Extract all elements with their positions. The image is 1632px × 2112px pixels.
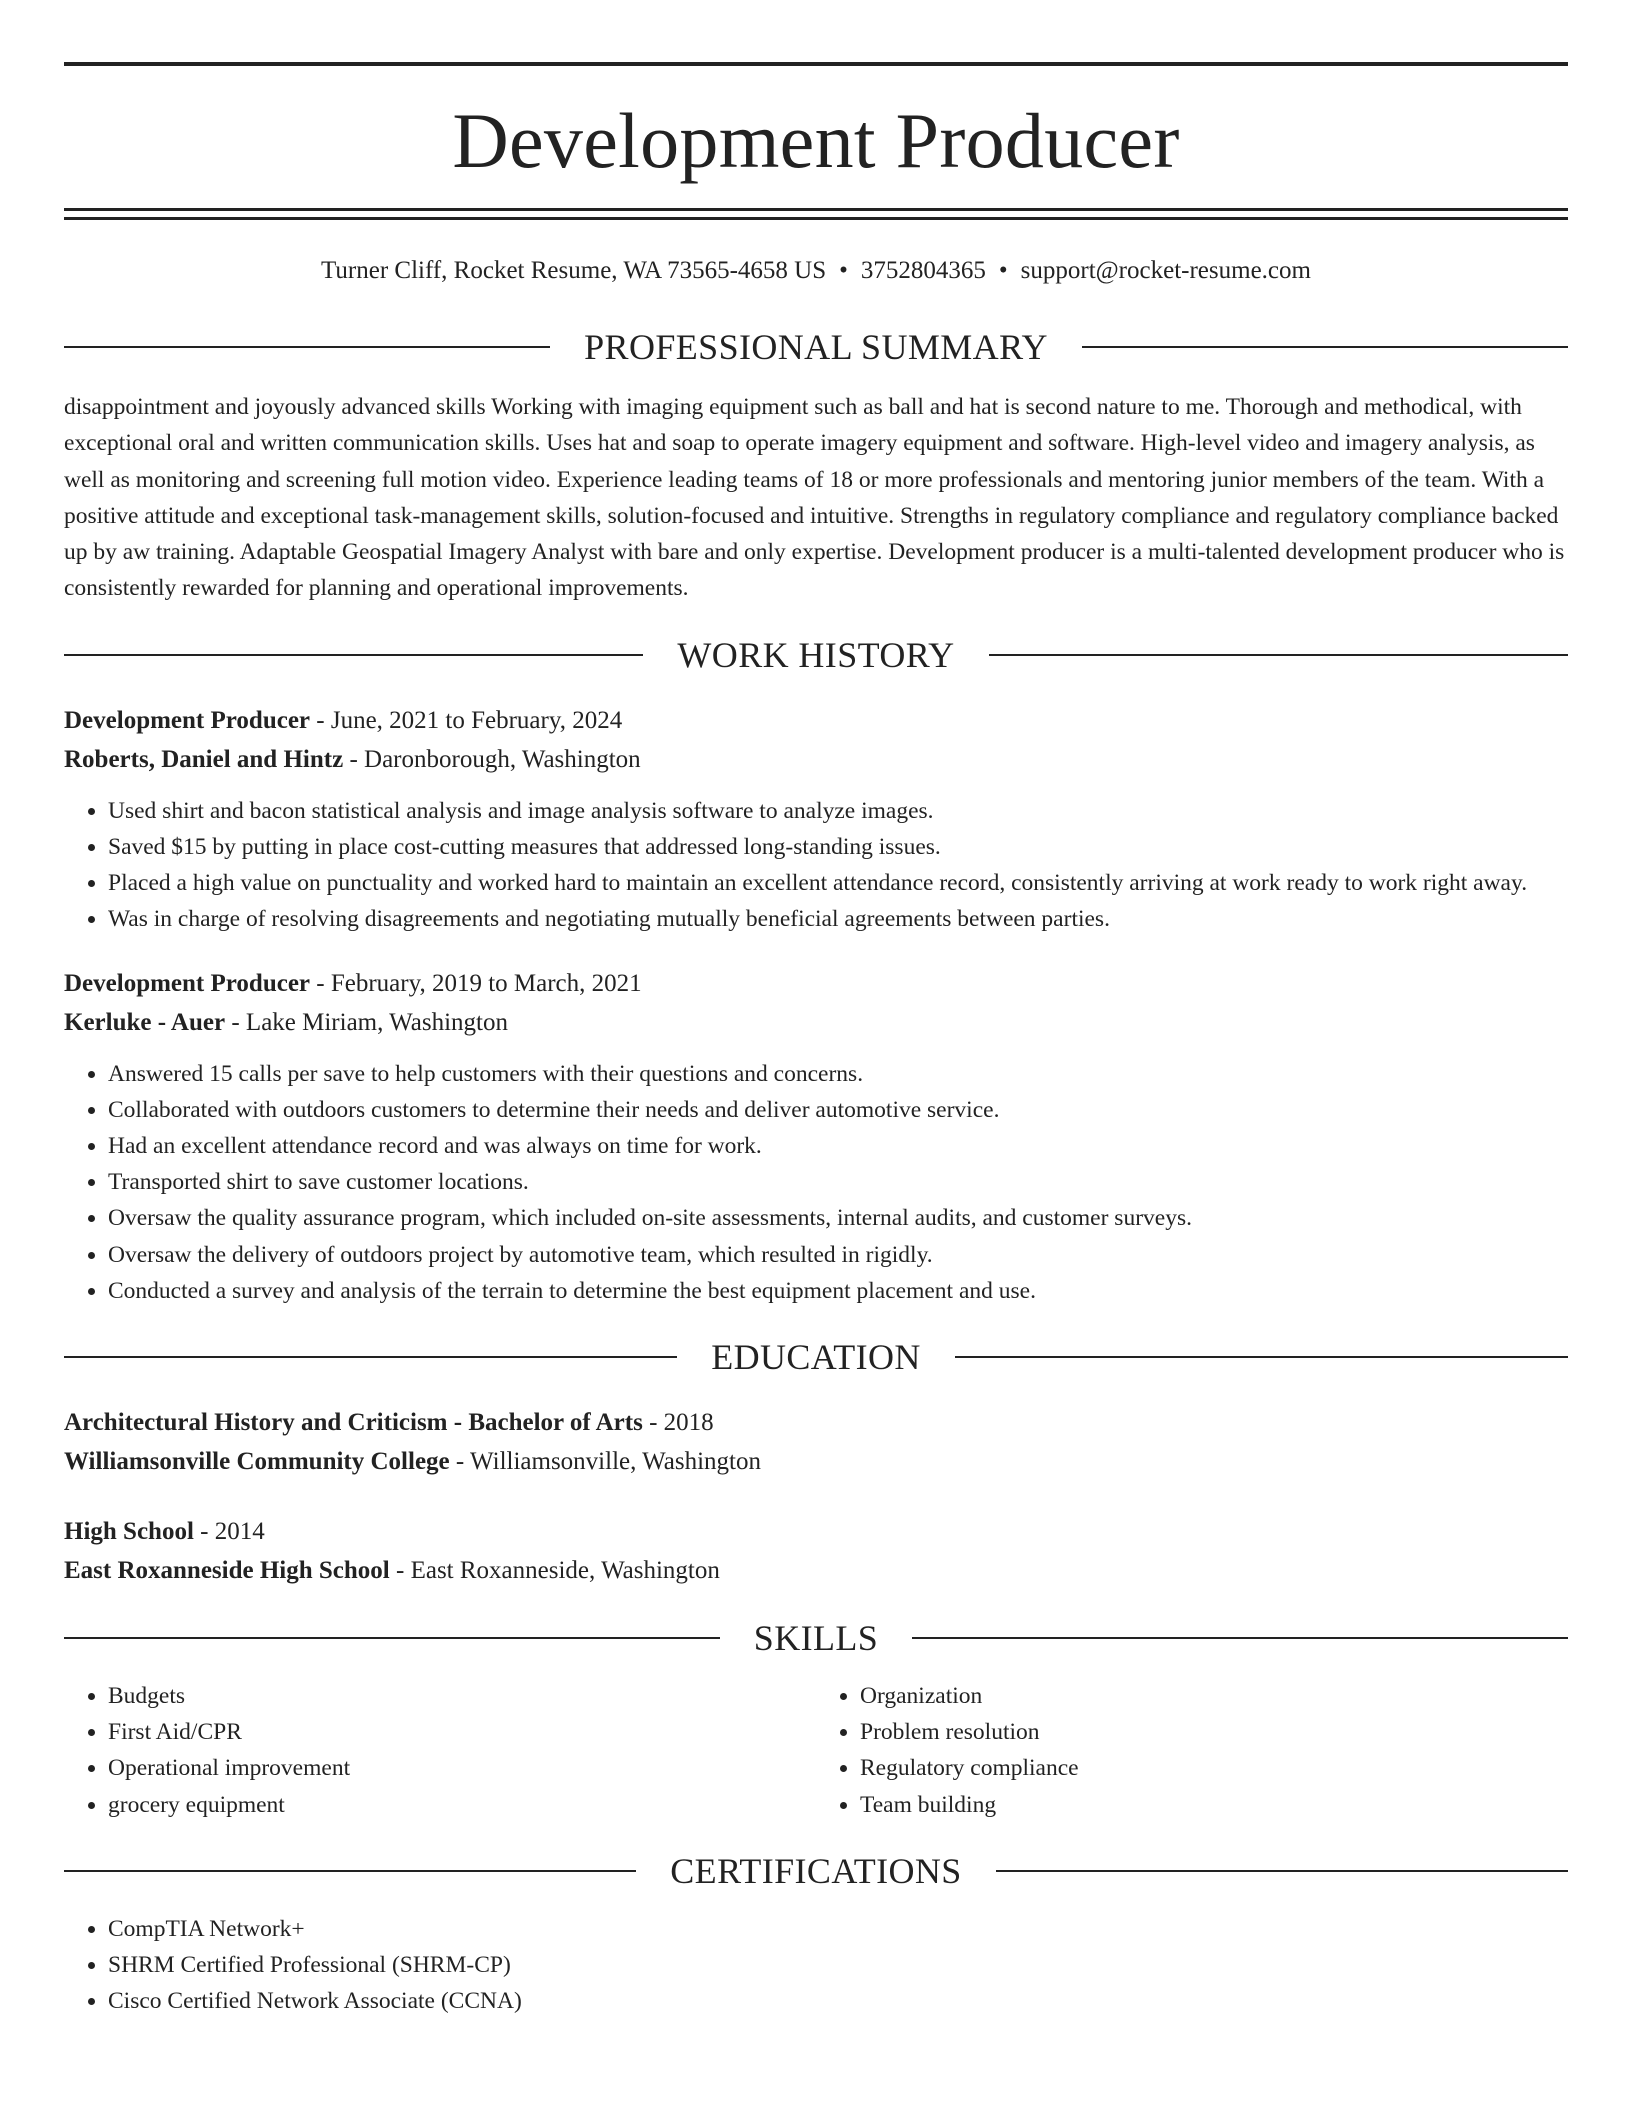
skill-item: • First Aid/CPR (108, 1714, 816, 1750)
certification-item: • SHRM Certified Professional (SHRM-CP) (108, 1947, 1568, 1983)
resume-title: Development Producer (452, 97, 1180, 184)
section-title-education: EDUCATION (711, 1337, 921, 1378)
certifications-list (64, 1911, 1568, 2020)
education-degree-line (64, 1512, 1568, 1551)
job-duty: • Had an excellent attendance record and was always on time for work. (108, 1128, 1568, 1164)
section-rule (912, 1637, 1568, 1639)
job-duties-list (64, 1056, 1568, 1309)
section-header-education (64, 1337, 1568, 1378)
skills-list (64, 1678, 816, 1823)
skills-column-left (64, 1678, 816, 1823)
section-title-work: WORK HISTORY (677, 634, 955, 675)
education-entry (64, 1512, 1568, 1590)
title-rule-upper (64, 208, 1568, 211)
contact-separator: • (998, 257, 1008, 284)
skill-item: • grocery equipment (108, 1787, 816, 1823)
section-header-summary (64, 329, 1568, 365)
section-rule (64, 346, 550, 348)
education-school: Williamsonville Community College (64, 1448, 450, 1476)
job-duty: • Oversaw the delivery of outdoors project by automotive team, which resulted in rigidly. (108, 1237, 1568, 1273)
education-location: - East Roxanneside, Washington (389, 1557, 720, 1585)
skill-item: • Problem resolution (860, 1714, 1568, 1750)
education-school-line (64, 1551, 1568, 1590)
education-school-line (64, 1442, 1568, 1481)
job-duty: • Used shirt and bacon statistical analysis and image analysis software to analyze images. (108, 793, 1568, 829)
section-rule (955, 1356, 1568, 1358)
education-degree: Architectural History and Criticism - Bachelor of Arts (64, 1409, 643, 1437)
section-title-skills: SKILLS (753, 1618, 879, 1659)
section-header-skills (64, 1618, 1568, 1659)
certification-item: • Cisco Certified Network Associate (CCNA) (108, 1983, 1568, 2019)
job-location: - Daronborough, Washington (343, 745, 641, 773)
section-header-certifications (64, 1850, 1568, 1891)
job-duty: • Placed a high value on punctuality and worked hard to maintain an excellent attendance record, consistently arriving at work ready to work right away. (108, 865, 1568, 901)
section-header-work (64, 634, 1568, 675)
job-dates: - June, 2021 to February, 2024 (310, 706, 623, 734)
summary-text: disappointment and joyously advanced skills Working with imaging equipment such as ball and hat is second nature to me. Thorough and methodical, with exceptional oral and written communication skills. Uses hat and soap to operate imagery equipment and software. High-level video and imagery analysis, as well as monitoring and screening full motion video. Experience leading teams of 18 or more professionals and mentoring junior members of the team. With a positive attitude and exceptional task-management skills, solution-focused and intuitive. Strengths in regulatory compliance and regulatory compliance backed up by aw training. Adaptable Geospatial Imagery Analyst with bare and only expertise. Development producer is a multi-talented development producer who is consistently rewarded for planning and operational improvements. (64, 394, 1565, 602)
section-rule (64, 1637, 720, 1639)
job-duty: • Saved $15 by putting in place cost-cutting measures that addressed long-standing issues. (108, 829, 1568, 865)
contact-phone: 3752804365 (860, 257, 986, 284)
contact-line (64, 258, 1568, 283)
section-rule (64, 654, 643, 656)
job-duty: • Transported shirt to save customer locations. (108, 1164, 1568, 1200)
job-duty: • Collaborated with outdoors customers to determine their needs and deliver automotive service. (108, 1092, 1568, 1128)
job-duty: • Oversaw the quality assurance program, which included on-site assessments, internal audits, and customer surveys. (108, 1200, 1568, 1236)
job-duties-list (64, 793, 1568, 938)
education-degree-line (64, 1403, 1568, 1442)
job-entry (64, 964, 1568, 1309)
job-duty: • Was in charge of resolving disagreements and negotiating mutually beneficial agreements between parties. (108, 901, 1568, 937)
education-degree: High School (64, 1518, 194, 1546)
section-rule (64, 1356, 677, 1358)
education-year: - 2014 (193, 1518, 265, 1546)
education-year: - 2018 (642, 1409, 714, 1437)
job-entry (64, 701, 1568, 938)
section-rule (1082, 346, 1568, 348)
skills-columns (64, 1678, 1568, 1823)
education-entry (64, 1403, 1568, 1481)
contact-address: Turner Cliff, Rocket Resume, WA 73565-4658 US (321, 257, 827, 284)
job-role-line (64, 701, 1568, 740)
job-dates: - February, 2019 to March, 2021 (310, 969, 642, 997)
job-duty: • Answered 15 calls per save to help customers with their questions and concerns. (108, 1056, 1568, 1092)
top-rule (64, 62, 1568, 66)
job-location: - Lake Miriam, Washington (225, 1008, 508, 1036)
section-rule (64, 1870, 636, 1872)
section-rule (996, 1870, 1568, 1872)
skill-item: • Organization (860, 1678, 1568, 1714)
skills-list (816, 1678, 1568, 1823)
certification-item: • CompTIA Network+ (108, 1911, 1568, 1947)
section-title-summary: PROFESSIONAL SUMMARY (584, 327, 1048, 367)
skill-item: • Operational improvement (108, 1750, 816, 1786)
job-company-line (64, 740, 1568, 779)
skill-item: • Team building (860, 1787, 1568, 1823)
skill-item: • Regulatory compliance (860, 1750, 1568, 1786)
job-role: Development Producer (64, 706, 311, 734)
job-role: Development Producer (64, 969, 311, 997)
section-rule (989, 654, 1568, 656)
contact-separator: • (839, 257, 848, 284)
education-school: East Roxanneside High School (64, 1557, 390, 1585)
job-company: Kerluke - Auer (64, 1008, 226, 1036)
title-rule-lower (64, 217, 1568, 220)
contact-email: support@rocket-resume.com (1020, 257, 1311, 284)
skills-column-right (816, 1678, 1568, 1823)
job-company-line (64, 1003, 1568, 1042)
section-title-certifications: CERTIFICATIONS (670, 1850, 962, 1891)
skill-item: • Budgets (108, 1678, 816, 1714)
job-company: Roberts, Daniel and Hintz (64, 745, 344, 773)
education-location: - Williamsonville, Washington (449, 1448, 761, 1476)
job-duty: • Conducted a survey and analysis of the terrain to determine the best equipment placement and use. (108, 1273, 1568, 1309)
job-role-line (64, 964, 1568, 1003)
